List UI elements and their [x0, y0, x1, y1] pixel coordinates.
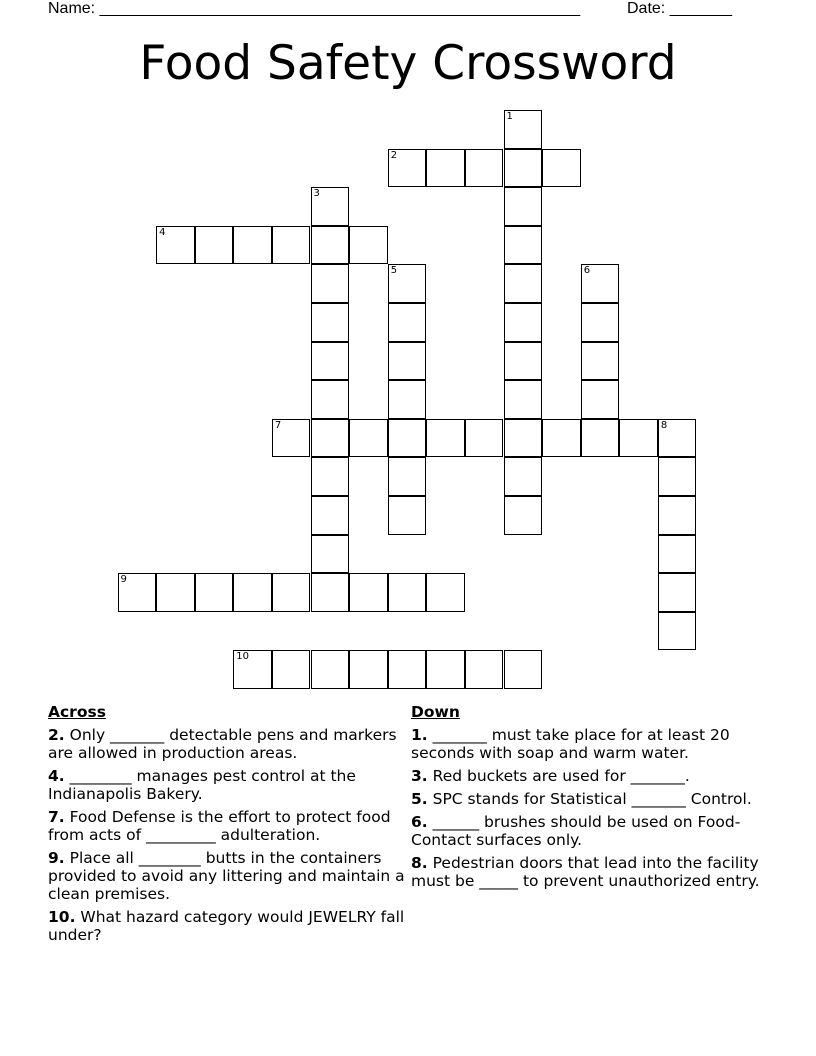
name-field-label: Name: ______________________________________________________ [48, 0, 581, 17]
grid-cell[interactable] [388, 457, 427, 496]
grid-cell[interactable] [658, 457, 697, 496]
down-clue [411, 790, 761, 808]
grid-cell[interactable] [504, 419, 543, 458]
clue-number: 7. [48, 808, 65, 826]
grid-cell[interactable] [311, 264, 350, 303]
grid-cell[interactable] [388, 573, 427, 612]
grid-cell[interactable] [388, 496, 427, 535]
grid-cell[interactable] [272, 650, 311, 689]
grid-cell[interactable] [504, 496, 543, 535]
grid-cell[interactable] [426, 650, 465, 689]
grid-cell[interactable] [426, 149, 465, 188]
grid-cell[interactable] [581, 380, 620, 419]
grid-cell[interactable] [118, 573, 157, 612]
grid-cell[interactable] [581, 419, 620, 458]
grid-cell[interactable] [311, 303, 350, 342]
grid-cell[interactable] [233, 573, 272, 612]
clue-number: 4. [48, 767, 65, 785]
grid-cell[interactable] [542, 419, 581, 458]
grid-cell[interactable] [388, 380, 427, 419]
clue-number: 9 [120, 574, 127, 586]
clue-number: 4 [159, 226, 166, 238]
clue-number: 10 [236, 651, 250, 663]
grid-cell[interactable] [311, 342, 350, 381]
grid-cell[interactable] [465, 419, 504, 458]
grid-cell[interactable] [504, 264, 543, 303]
clue-number: 6. [411, 813, 428, 831]
clue-number: 10. [48, 908, 76, 926]
clue-number: 1 [506, 111, 513, 122]
grid-cell[interactable] [272, 419, 311, 458]
grid-cell[interactable] [504, 149, 543, 188]
grid-cell[interactable] [195, 573, 234, 612]
across-clue [48, 849, 408, 903]
clue-number: 7 [274, 419, 282, 431]
grid-cell[interactable] [388, 650, 427, 689]
grid-cell[interactable] [311, 226, 350, 265]
down-clue [411, 854, 761, 890]
clue-number: 8 [660, 419, 668, 431]
grid-cell[interactable] [658, 535, 697, 574]
across-clue [48, 767, 408, 803]
grid-cell[interactable] [156, 226, 195, 265]
grid-cell[interactable] [426, 419, 465, 458]
clue-number: 6 [583, 265, 591, 277]
grid-cell[interactable] [311, 535, 350, 574]
grid-cell[interactable] [272, 573, 311, 612]
grid-cell[interactable] [349, 650, 388, 689]
grid-cell[interactable] [233, 650, 272, 689]
grid-cell[interactable] [388, 303, 427, 342]
clue-number: 8. [411, 854, 428, 872]
grid-cell[interactable] [426, 573, 465, 612]
date-field-label: Date: _______ [627, 0, 732, 17]
down-heading: Down [411, 703, 460, 721]
clue-text: What hazard category would JEWELRY fall under? [48, 908, 405, 944]
grid-cell[interactable] [311, 187, 350, 226]
grid-cell[interactable] [658, 496, 697, 535]
grid-cell[interactable] [504, 110, 543, 149]
grid-cell[interactable] [581, 303, 620, 342]
page-title: Food Safety Crossword [139, 36, 677, 91]
grid-cell[interactable] [658, 419, 697, 458]
down-clue [411, 767, 761, 785]
grid-cell[interactable] [542, 149, 581, 188]
down-clues [411, 702, 761, 895]
clue-text: SPC stands for Statistical _______ Control. [427, 790, 752, 808]
grid-cell[interactable] [504, 457, 543, 496]
grid-cell[interactable] [504, 342, 543, 381]
grid-cell[interactable] [504, 226, 543, 265]
grid-cell[interactable] [619, 419, 658, 458]
grid-cell[interactable] [349, 573, 388, 612]
grid-cell[interactable] [504, 303, 543, 342]
across-clue [48, 726, 408, 762]
grid-cell[interactable] [465, 149, 504, 188]
clue-text: ________ manages pest control at the Indianapolis Bakery. [48, 767, 356, 803]
across-clues [48, 702, 408, 949]
grid-cell[interactable] [504, 380, 543, 419]
clue-text: _______ must take place for at least 20 seconds with soap and warm water. [411, 726, 730, 762]
grid-cell[interactable] [349, 419, 388, 458]
grid-cell[interactable] [156, 573, 195, 612]
down-clue [411, 726, 761, 762]
grid-cell[interactable] [195, 226, 234, 265]
grid-cell[interactable] [388, 342, 427, 381]
grid-cell[interactable] [311, 650, 350, 689]
clue-number: 9. [48, 849, 65, 867]
across-clue [48, 808, 408, 844]
down-clue [411, 813, 761, 849]
clue-number: 2. [48, 726, 65, 744]
grid-cell[interactable] [658, 612, 697, 651]
grid-cell[interactable] [658, 573, 697, 612]
across-clue [48, 908, 408, 944]
grid-cell[interactable] [349, 226, 388, 265]
clue-number: 3 [313, 188, 320, 200]
grid-cell[interactable] [233, 226, 272, 265]
clue-text: Red buckets are used for _______. [427, 767, 690, 785]
clue-text: Place all ________ butts in the containers provided to avoid any littering and maintain a clean premises. [48, 849, 405, 903]
grid-cell[interactable] [388, 149, 427, 188]
clue-text: Only _______ detectable pens and markers are allowed in production areas. [48, 726, 397, 762]
grid-cell[interactable] [388, 419, 427, 458]
grid-cell[interactable] [465, 650, 504, 689]
grid-cell[interactable] [311, 496, 350, 535]
grid-cell[interactable] [311, 419, 350, 458]
clue-text: ______ brushes should be used on Food-Contact surfaces only. [411, 813, 741, 849]
clue-text: Food Defense is the effort to protect food from acts of _________ adulteration. [48, 808, 391, 844]
grid-cell[interactable] [504, 650, 543, 689]
grid-cell[interactable] [581, 342, 620, 381]
across-heading: Across [48, 703, 106, 721]
clue-number: 5. [411, 790, 428, 808]
grid-cell[interactable] [581, 264, 620, 303]
grid-cell[interactable] [504, 187, 543, 226]
grid-cell[interactable] [311, 457, 350, 496]
grid-cell[interactable] [311, 380, 350, 419]
clue-number: 3. [411, 767, 428, 785]
clue-text: Pedestrian doors that lead into the facility must be _____ to prevent unauthorized entry. [411, 854, 760, 890]
clue-number: 5 [390, 265, 398, 277]
grid-cell[interactable] [272, 226, 311, 265]
grid-cell[interactable] [388, 264, 427, 303]
clue-number: 2 [390, 149, 398, 161]
clue-number: 1. [411, 726, 428, 744]
grid-cell[interactable] [311, 573, 350, 612]
